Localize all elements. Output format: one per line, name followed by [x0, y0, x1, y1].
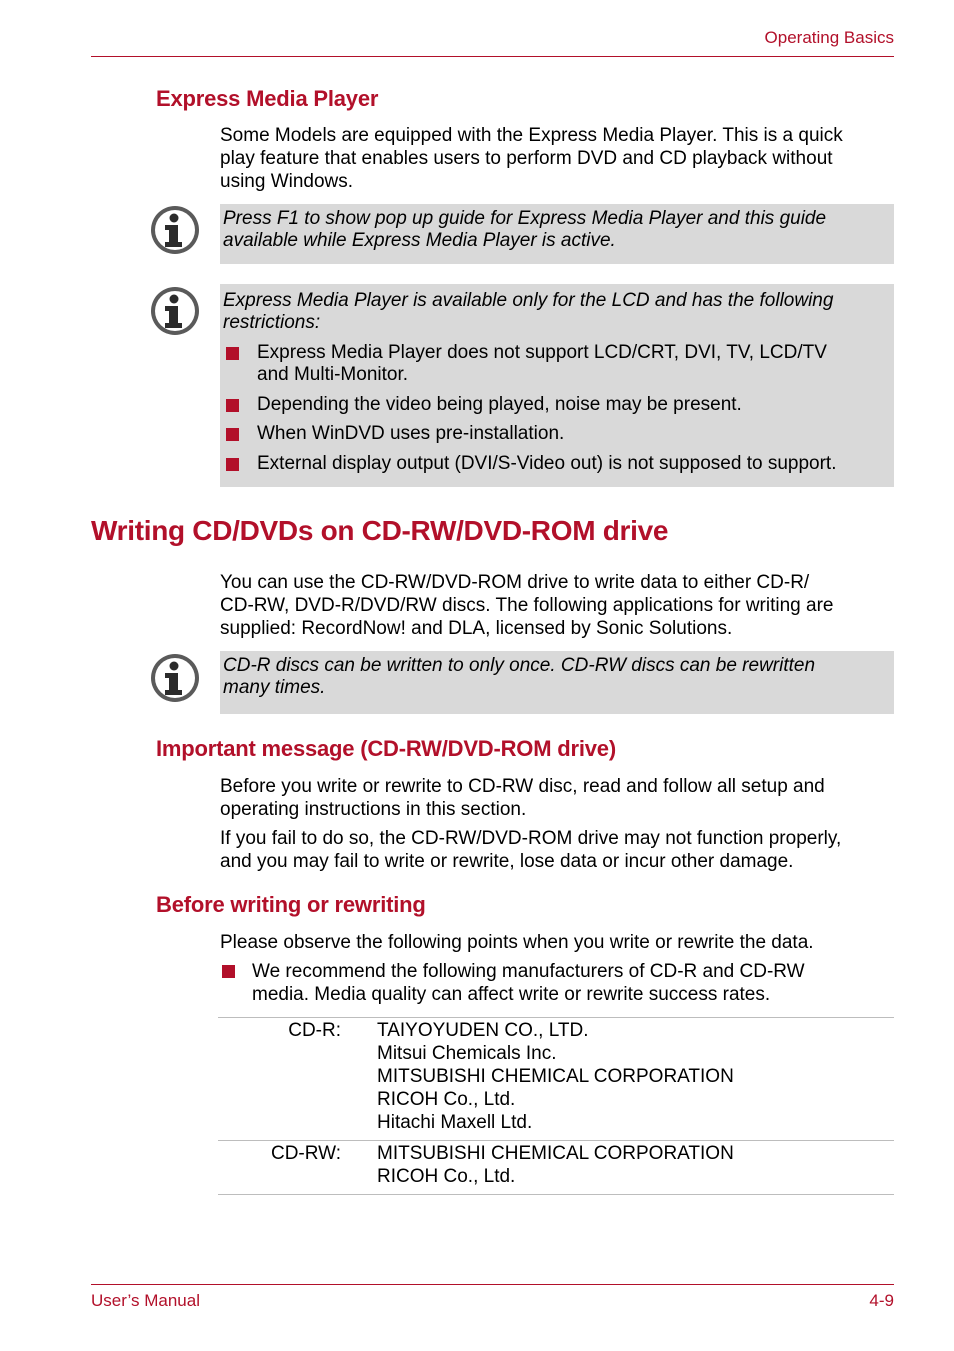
- express-media-player-heading: Express Media Player: [156, 86, 379, 111]
- manufacturer: MITSUBISHI CHEMICAL CORPORATION: [377, 1066, 734, 1087]
- running-header: Operating Basics: [764, 28, 894, 47]
- restriction-item: [223, 423, 891, 445]
- text-line: media. Media quality can affect write or rewrite success rates.: [252, 984, 771, 1005]
- table-row: [218, 1018, 894, 1141]
- manufacturer: MITSUBISHI CHEMICAL CORPORATION: [377, 1143, 734, 1164]
- text-line: Express Media Player does not support LCD/CRT, DVI, TV, LCD/TV: [257, 342, 827, 363]
- manufacturer: RICOH Co., Ltd.: [377, 1089, 516, 1110]
- note-line: Press F1 to show pop up guide for Express Media Player and this guide: [223, 208, 827, 229]
- note-line: Express Media Player is available only for the LCD and has the following: [223, 290, 834, 311]
- text-line: CD-RW, DVD-R/DVD/RW discs. The following applications for writing are: [220, 595, 834, 616]
- text-line: Some Models are equipped with the Express Media Player. This is a quick: [220, 125, 843, 146]
- before-writing-heading: Before writing or rewriting: [156, 892, 426, 917]
- restriction-item: [223, 453, 891, 475]
- restriction-item: [223, 394, 891, 416]
- text-line: operating instructions in this section.: [220, 799, 527, 820]
- text-line: Depending the video being played, noise may be present.: [257, 394, 742, 415]
- manufacturer-list: [341, 1142, 734, 1194]
- text-line: and Multi-Monitor.: [257, 364, 409, 385]
- manufacturer: Mitsui Chemicals Inc.: [377, 1043, 557, 1064]
- note-box-f1-guide: [220, 204, 894, 264]
- manufacturer: TAIYOYUDEN CO., LTD.: [377, 1020, 589, 1041]
- square-bullet-icon: [226, 458, 239, 471]
- note-line: CD-R discs can be written to only once. CD-RW discs can be rewritten: [223, 655, 816, 676]
- page-number: 4-9: [869, 1291, 894, 1310]
- note-line: many times.: [223, 677, 326, 698]
- table-row: [218, 1141, 894, 1195]
- list-item: [220, 960, 894, 1006]
- media-type: CD-RW:: [270, 1143, 341, 1164]
- restriction-item: [223, 342, 891, 386]
- note-box-restrictions: [220, 284, 894, 487]
- text-line: play feature that enables users to perform DVD and CD playback without: [220, 148, 833, 169]
- text-line: When WinDVD uses pre-installation.: [257, 423, 565, 444]
- note-line: available while Express Media Player is active.: [223, 230, 616, 251]
- manufacturer-bullet: [220, 960, 894, 1006]
- important-paragraph-2: [220, 827, 894, 873]
- text-line: You can use the CD-RW/DVD-ROM drive to write data to either CD-R/: [220, 572, 810, 593]
- writing-section-heading: Writing CD/DVDs on CD-RW/DVD-ROM drive: [91, 515, 669, 546]
- before-writing-intro: Please observe the following points when you write or rewrite the data.: [220, 932, 814, 953]
- media-type: CD-R:: [288, 1020, 341, 1041]
- text-line: using Windows.: [220, 171, 354, 192]
- express-media-player-intro: [220, 124, 894, 193]
- footer-manual-title: User’s Manual: [91, 1291, 200, 1310]
- text-line: We recommend the following manufacturers of CD-R and CD-RW: [252, 961, 805, 982]
- text-line: If you fail to do so, the CD-RW/DVD-ROM drive may not function properly,: [220, 828, 842, 849]
- footer-rule: [91, 1284, 894, 1285]
- text-line: supplied: RecordNow! and DLA, licensed by Sonic Solutions.: [220, 618, 733, 639]
- info-icon: [150, 205, 200, 255]
- square-bullet-icon: [226, 347, 239, 360]
- square-bullet-icon: [226, 399, 239, 412]
- manufacturer-list: [341, 1019, 734, 1140]
- manufacturer-table: [218, 1017, 894, 1195]
- info-icon: [150, 653, 200, 703]
- square-bullet-icon: [222, 965, 235, 978]
- writing-intro: [220, 571, 894, 640]
- text-line: Before you write or rewrite to CD-RW disc, read and follow all setup and: [220, 776, 825, 797]
- important-message-heading: Important message (CD-RW/DVD-ROM drive): [156, 736, 616, 761]
- note-box-cdr: [220, 651, 894, 714]
- text-line: External display output (DVI/S-Video out) is not supposed to support.: [257, 453, 837, 474]
- info-icon: [150, 286, 200, 336]
- note-line: restrictions:: [223, 312, 321, 333]
- manufacturer: RICOH Co., Ltd.: [377, 1166, 516, 1187]
- header-rule: [91, 56, 894, 57]
- manufacturer: Hitachi Maxell Ltd.: [377, 1112, 533, 1133]
- important-paragraph-1: [220, 775, 894, 821]
- square-bullet-icon: [226, 428, 239, 441]
- text-line: and you may fail to write or rewrite, lose data or incur other damage.: [220, 851, 794, 872]
